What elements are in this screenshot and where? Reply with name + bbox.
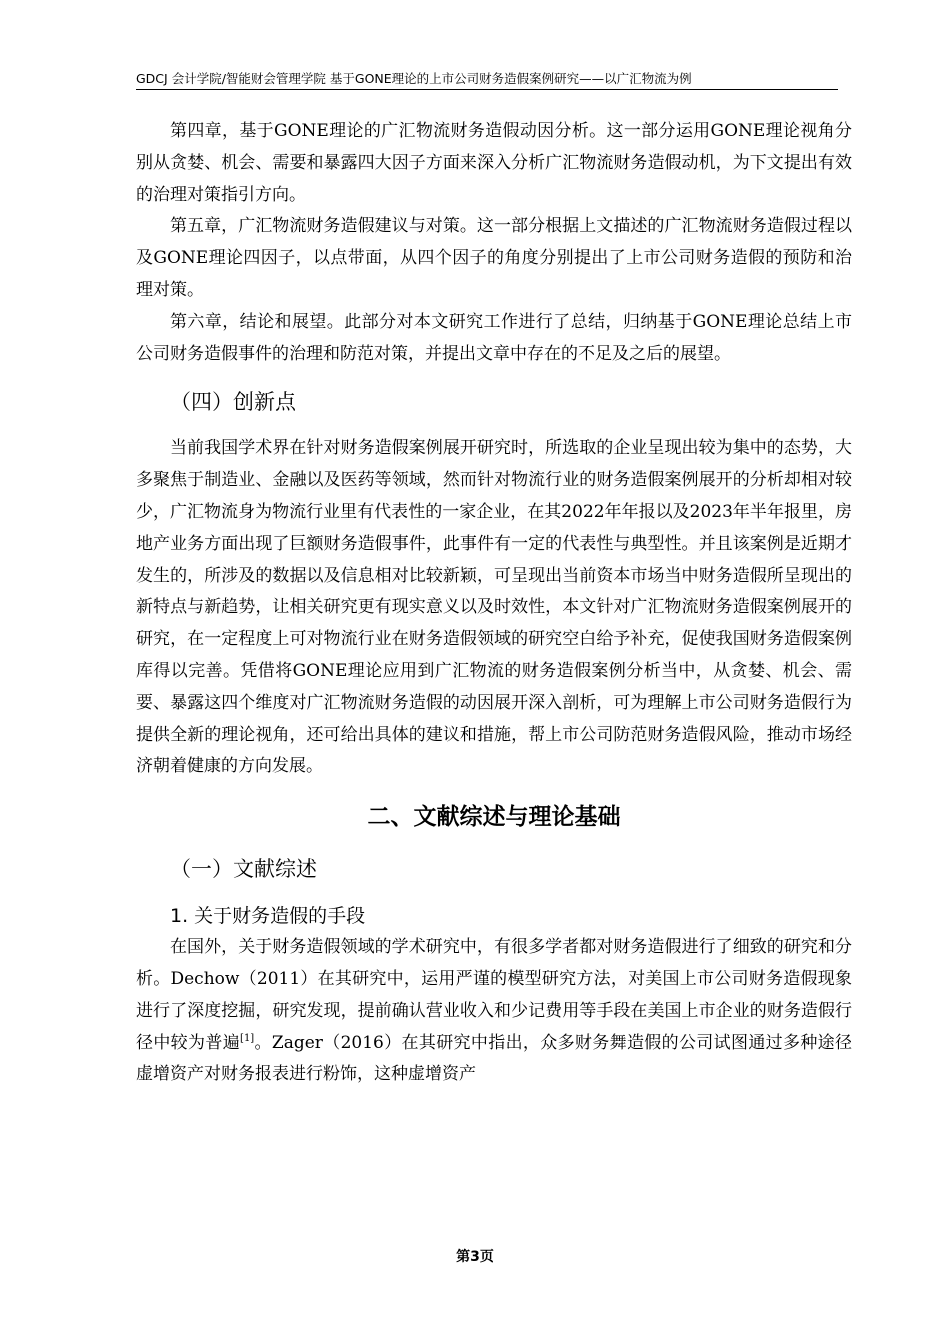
paragraph-fraud-means-part1: 在国外，关于财务造假领域的学术研究中，有很多学者都对财务造假进行了细致的研究和分析。Dechow（2011）在其研究中，运用严谨的模型研究方法，对美国上市公司财务造假现象进行了深度挖掘，研究发现，提前确认营业收入和少记费用等手段在美国上市企业的财务造假行径中较为普遍	[136, 937, 852, 1053]
paragraph-fraud-means	[136, 932, 852, 1091]
heading-fraud-means: 1. 关于财务造假的手段	[170, 905, 366, 928]
paragraph-chapter-4: 第四章，基于GONE理论的广汇物流财务造假动因分析。这一部分运用GONE理论视角分别从贪婪、机会、需要和暴露四大因子方面来深入分析广汇物流财务造假动机，为下文提出有效的治理对策指引方向。	[136, 121, 852, 205]
page-body	[136, 116, 852, 1091]
heading-literature-review: （一）文献综述	[170, 857, 317, 882]
citation-1: [1]	[240, 1032, 255, 1044]
running-header: GDCJ 会计学院/智能财会管理学院 基于GONE理论的上市公司财务造假案例研究——以广汇物流为例	[136, 68, 838, 90]
heading-chapter-2: 二、文献综述与理论基础	[367, 804, 621, 831]
paragraph-chapter-5: 第五章，广汇物流财务造假建议与对策。这一部分根据上文描述的广汇物流财务造假过程以及GONE理论四因子，以点带面，从四个因子的角度分别提出了上市公司财务造假的预防和治理对策。	[136, 216, 852, 300]
paragraph-chapter-6: 第六章，结论和展望。此部分对本文研究工作进行了总结，归纳基于GONE理论总结上市公司财务造假事件的治理和防范对策，并提出文章中存在的不足及之后的展望。	[136, 311, 852, 364]
paragraph-fraud-means-part2: 。Zager（2016）在其研究中指出，众多财务舞造假的公司试图通过多种途径虚增资产对财务报表进行粉饰，这种虚增资产	[136, 1032, 853, 1085]
paragraph-innovation: 当前我国学术界在针对财务造假案例展开研究时，所选取的企业呈现出较为集中的态势，大多聚焦于制造业、金融以及医药等领域，然而针对物流行业的财务造假案例展开的分析却相对较少，广汇物流身为物流行业里有代表性的一家企业，在其2022年年报以及2023年半年报里，房地产业务方面出现了巨额财务造假事件，此事件有一定的代表性与典型性。并且该案例是近期才发生的，所涉及的数据以及信息相对比较新颖，可呈现出当前资本市场当中财务造假所呈现出的新特点与新趋势，让相关研究更有现实意义以及时效性，本文针对广汇物流财务造假案例展开的研究，在一定程度上可对物流行业在财务造假领域的研究空白给予补充，促使我国财务造假案例库得以完善。凭借将GONE理论应用到广汇物流的财务造假案例分析当中，从贪婪、机会、需要、暴露这四个维度对广汇物流财务造假的动因展开深入剖析，可为理解上市公司财务造假行为提供全新的理论视角，还可给出具体的建议和措施，帮上市公司防范财务造假风险，推动市场经济朝着健康的方向发展。	[136, 438, 852, 777]
page-number: 第3页	[456, 1249, 494, 1265]
heading-innovation: （四）创新点	[170, 390, 296, 415]
